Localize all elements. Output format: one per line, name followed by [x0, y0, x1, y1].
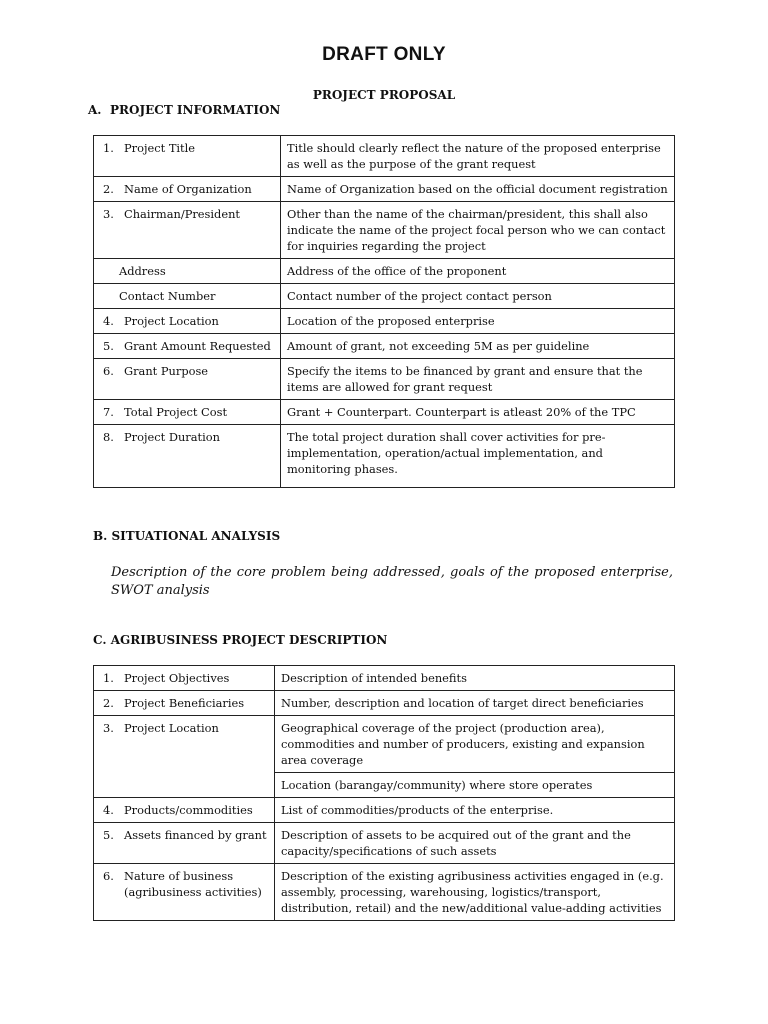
row-label-cell — [94, 425, 281, 488]
row-description: Address of the office of the proponent — [281, 259, 675, 284]
row-description-secondary: Location (barangay/community) where store operates — [275, 773, 675, 798]
row-label: Grant Amount Requested — [124, 339, 271, 353]
row-number: 4. — [103, 803, 114, 817]
row-label: Nature of business (agribusiness activities) — [124, 869, 262, 899]
section-b-heading: B. SITUATIONAL ANALYSIS — [93, 529, 281, 543]
row-label: Project Title — [124, 141, 196, 155]
row-description: Title should clearly reflect the nature of the proposed enterprise as well as the purpose of the grant request — [281, 136, 675, 177]
table-row — [94, 425, 675, 488]
row-label-cell — [94, 359, 281, 400]
row-description: Number, description and location of target direct beneficiaries — [275, 691, 675, 716]
table-row — [94, 309, 675, 334]
section-c-heading: C. AGRIBUSINESS PROJECT DESCRIPTION — [93, 633, 388, 647]
draft-watermark-title: DRAFT ONLY — [322, 44, 446, 65]
row-description: Grant + Counterpart. Counterpart is atleast 20% of the TPC — [281, 400, 675, 425]
row-number: 3. — [103, 721, 114, 735]
table-row — [94, 359, 675, 400]
table-row — [94, 798, 675, 823]
row-number: 2. — [103, 182, 114, 196]
section-a-heading — [88, 103, 280, 117]
row-label: Project Duration — [124, 430, 220, 444]
section-a-letter: A. — [88, 103, 102, 117]
row-label: Name of Organization — [124, 182, 252, 196]
row-number: 7. — [103, 405, 114, 419]
row-number: 8. — [103, 430, 114, 444]
table-row — [94, 259, 675, 284]
row-label-cell — [94, 177, 281, 202]
table-row — [94, 716, 675, 773]
row-number: 5. — [103, 828, 114, 842]
row-label: Contact Number — [119, 289, 216, 303]
row-number: 3. — [103, 207, 114, 221]
agribusiness-description-table — [93, 665, 675, 921]
row-label-cell — [94, 309, 281, 334]
row-label: Address — [119, 264, 166, 278]
row-description: List of commodities/products of the enterprise. — [275, 798, 675, 823]
row-number: 6. — [103, 869, 114, 883]
row-label-cell — [94, 691, 275, 716]
row-description: Other than the name of the chairman/president, this shall also indicate the name of the project focal person who we can contact for inquiries regarding the project — [281, 202, 675, 259]
row-number: 2. — [103, 696, 114, 710]
table-row — [94, 666, 675, 691]
table-row — [94, 202, 675, 259]
row-description: The total project duration shall cover activities for pre-implementation, operation/actual implementation, and monitoring phases. — [281, 425, 675, 488]
row-label-cell — [94, 259, 281, 284]
row-description: Specify the items to be financed by grant and ensure that the items are allowed for grant request — [281, 359, 675, 400]
row-label: Grant Purpose — [124, 364, 209, 378]
row-number: 5. — [103, 339, 114, 353]
row-label-cell — [94, 400, 281, 425]
row-label-cell — [94, 666, 275, 691]
row-label-cell — [94, 823, 275, 864]
row-description: Amount of grant, not exceeding 5M as per guideline — [281, 334, 675, 359]
row-description: Description of the existing agribusiness activities engaged in (e.g. assembly, processing, warehousing, logistics/transport, distribution, retail) and the new/additional value-adding activities — [275, 864, 675, 921]
table-row — [94, 400, 675, 425]
row-label-cell — [94, 136, 281, 177]
row-label-cell — [94, 798, 275, 823]
row-label: Project Location — [124, 314, 219, 328]
row-label-cell — [94, 716, 275, 798]
row-description: Description of intended benefits — [275, 666, 675, 691]
row-label: Project Objectives — [124, 671, 230, 685]
row-label-cell — [94, 202, 281, 259]
row-label-cell — [94, 864, 275, 921]
row-number: 6. — [103, 364, 114, 378]
table-row — [94, 284, 675, 309]
row-description: Description of assets to be acquired out of the grant and the capacity/specifications of such assets — [275, 823, 675, 864]
table-row — [94, 691, 675, 716]
table-row — [94, 334, 675, 359]
row-description: Name of Organization based on the official document registration — [281, 177, 675, 202]
row-number: 4. — [103, 314, 114, 328]
row-label: Chairman/President — [124, 207, 240, 221]
row-label-cell — [94, 284, 281, 309]
section-a-title: PROJECT INFORMATION — [110, 103, 281, 117]
situational-analysis-description: Description of the core problem being addressed, goals of the proposed enterprise, SWOT analysis — [111, 565, 673, 598]
row-number: 1. — [103, 671, 114, 685]
row-label: Total Project Cost — [124, 405, 228, 419]
row-description: Geographical coverage of the project (production area), commodities and number of producers, existing and expansion area coverage — [275, 716, 675, 773]
table-row — [94, 136, 675, 177]
row-number: 1. — [103, 141, 114, 155]
project-information-table — [93, 135, 675, 488]
document-title: PROJECT PROPOSAL — [312, 88, 456, 102]
row-description: Location of the proposed enterprise — [281, 309, 675, 334]
row-label: Assets financed by grant — [124, 828, 267, 842]
table-row — [94, 864, 675, 921]
table-row — [94, 823, 675, 864]
row-label: Project Beneficiaries — [124, 696, 245, 710]
table-row — [94, 177, 675, 202]
row-label: Products/commodities — [124, 803, 253, 817]
row-label-cell — [94, 334, 281, 359]
row-description: Contact number of the project contact person — [281, 284, 675, 309]
row-label: Project Location — [124, 721, 219, 735]
